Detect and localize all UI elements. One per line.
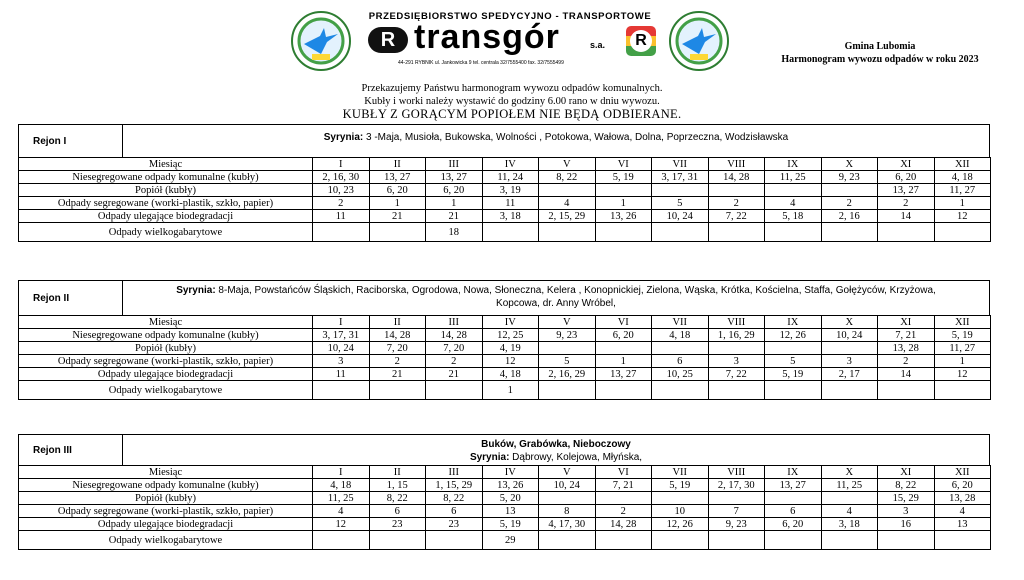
row-label: Odpady segregowane (worki-plastik, szkło, papier) xyxy=(19,355,313,368)
company-name: PRZEDSIĘBIORSTWO SPEDYCYJNO - TRANSPORTOWE xyxy=(368,11,652,22)
pickup-dates xyxy=(539,381,596,400)
pickup-dates: 12 xyxy=(934,368,991,381)
pickup-dates: 9, 23 xyxy=(821,171,878,184)
pickup-dates: 10, 23 xyxy=(313,184,370,197)
month-header: VIII xyxy=(708,158,765,171)
month-header: II xyxy=(369,316,426,329)
pickup-dates: 4, 18 xyxy=(482,368,539,381)
pickup-dates: 6, 20 xyxy=(934,479,991,492)
pickup-dates: 2 xyxy=(878,355,935,368)
pickup-dates: 5 xyxy=(539,355,596,368)
region-section xyxy=(18,280,990,400)
pickup-dates xyxy=(313,223,370,242)
month-header: I xyxy=(313,158,370,171)
eagle-emblem-icon xyxy=(668,10,730,72)
pickup-dates xyxy=(539,184,596,197)
pickup-dates xyxy=(652,184,709,197)
pickup-dates: 29 xyxy=(482,531,539,550)
pickup-dates: 10, 24 xyxy=(821,329,878,342)
table-row xyxy=(19,531,991,550)
table-row xyxy=(19,355,991,368)
pickup-dates xyxy=(821,342,878,355)
pickup-dates: 5 xyxy=(765,355,822,368)
pickup-dates: 1 xyxy=(934,355,991,368)
region-villages: Buków, Grabówka, Nieboczowy xyxy=(481,439,631,450)
table-row xyxy=(19,381,991,400)
pickup-dates: 4 xyxy=(539,197,596,210)
pickup-dates: 2, 16 xyxy=(821,210,878,223)
pickup-dates: 1 xyxy=(369,197,426,210)
pickup-dates: 2 xyxy=(878,197,935,210)
pickup-dates: 11, 25 xyxy=(313,492,370,505)
pickup-dates: 13, 27 xyxy=(426,171,483,184)
table-row xyxy=(19,492,991,505)
pickup-dates xyxy=(878,223,935,242)
pickup-dates xyxy=(369,381,426,400)
pickup-dates: 21 xyxy=(369,210,426,223)
pickup-dates: 11, 25 xyxy=(765,171,822,184)
pickup-dates xyxy=(708,184,765,197)
pickup-dates xyxy=(539,342,596,355)
pickup-dates xyxy=(595,531,652,550)
month-header: V xyxy=(539,158,596,171)
pickup-dates: 11, 27 xyxy=(934,342,991,355)
pickup-dates xyxy=(313,531,370,550)
pickup-dates: 13 xyxy=(482,505,539,518)
pickup-dates xyxy=(539,223,596,242)
row-label: Odpady ulegające biodegradacji xyxy=(19,518,313,531)
pickup-dates: 12, 26 xyxy=(765,329,822,342)
month-header: VI xyxy=(595,466,652,479)
brand-name: transgór xyxy=(414,18,560,56)
month-header: III xyxy=(426,466,483,479)
pickup-dates: 14, 28 xyxy=(426,329,483,342)
pickup-dates: 18 xyxy=(426,223,483,242)
street-list: Syrynia: Dąbrowy, Kolejowa, Młyńska, xyxy=(469,452,643,463)
row-label: Odpady segregowane (worki-plastik, szkło, papier) xyxy=(19,197,313,210)
pickup-dates: 8, 22 xyxy=(539,171,596,184)
pickup-dates: 11 xyxy=(313,210,370,223)
pickup-dates: 13, 26 xyxy=(595,210,652,223)
pickup-dates: 14, 28 xyxy=(595,518,652,531)
month-header: XI xyxy=(878,466,935,479)
pickup-dates: 14 xyxy=(878,210,935,223)
pickup-dates: 14, 28 xyxy=(708,171,765,184)
table-row xyxy=(19,466,991,479)
pickup-dates: 12 xyxy=(313,518,370,531)
pickup-dates xyxy=(821,223,878,242)
pickup-dates: 4, 18 xyxy=(652,329,709,342)
pickup-dates: 2 xyxy=(426,355,483,368)
street-list: Kopcowa, dr. Anny Wróbel, xyxy=(496,298,616,309)
row-label: Odpady wielkogabarytowe xyxy=(19,223,313,242)
region-name: Rejon I xyxy=(19,125,123,157)
pickup-dates: 15, 29 xyxy=(878,492,935,505)
pickup-dates xyxy=(878,381,935,400)
month-header: IV xyxy=(482,466,539,479)
month-header: XII xyxy=(934,466,991,479)
pickup-dates: 21 xyxy=(426,368,483,381)
month-header: IV xyxy=(482,158,539,171)
pickup-dates: 5, 19 xyxy=(482,518,539,531)
pickup-dates xyxy=(369,223,426,242)
month-header: II xyxy=(369,158,426,171)
pickup-dates: 10, 24 xyxy=(652,210,709,223)
region-header xyxy=(18,280,990,315)
table-row xyxy=(19,518,991,531)
row-label: Odpady ulegające biodegradacji xyxy=(19,210,313,223)
pickup-dates xyxy=(595,342,652,355)
document-title xyxy=(760,40,1000,66)
month-header: III xyxy=(426,316,483,329)
pickup-dates xyxy=(313,381,370,400)
pickup-dates: 4, 18 xyxy=(934,171,991,184)
pickup-dates xyxy=(708,381,765,400)
street-list: Syrynia: 3 -Maja, Musioła, Bukowska, Wolności , Potokowa, Wałowa, Dolna, Poprzeczna, Wodzisławska xyxy=(323,132,789,143)
pickup-dates: 12 xyxy=(934,210,991,223)
pickup-dates: 5, 20 xyxy=(482,492,539,505)
month-header: XI xyxy=(878,158,935,171)
table-row xyxy=(19,479,991,492)
table-row xyxy=(19,210,991,223)
pickup-dates: 8 xyxy=(539,505,596,518)
pickup-dates xyxy=(652,531,709,550)
region-section xyxy=(18,124,990,242)
pickup-dates: 16 xyxy=(878,518,935,531)
pickup-dates: 13 xyxy=(934,518,991,531)
pickup-dates: 4, 17, 30 xyxy=(539,518,596,531)
pickup-dates: 2, 16, 30 xyxy=(313,171,370,184)
pickup-dates: 4, 19 xyxy=(482,342,539,355)
pickup-dates xyxy=(595,223,652,242)
pickup-dates: 13, 27 xyxy=(878,184,935,197)
pickup-dates: 12, 26 xyxy=(652,518,709,531)
pickup-dates xyxy=(765,342,822,355)
row-label: Niesegregowane odpady komunalne (kubły) xyxy=(19,171,313,184)
pickup-dates xyxy=(765,223,822,242)
month-header: I xyxy=(313,466,370,479)
pickup-dates xyxy=(539,492,596,505)
month-header: IX xyxy=(765,466,822,479)
pickup-dates: 11, 24 xyxy=(482,171,539,184)
pickup-dates: 1 xyxy=(595,197,652,210)
table-row xyxy=(19,197,991,210)
pickup-dates: 13, 28 xyxy=(878,342,935,355)
pickup-dates: 1, 16, 29 xyxy=(708,329,765,342)
month-header: XII xyxy=(934,316,991,329)
region-name: Rejon II xyxy=(19,281,123,315)
table-row xyxy=(19,184,991,197)
pickup-dates: 1 xyxy=(595,355,652,368)
pickup-dates: 5, 19 xyxy=(765,368,822,381)
month-header: XI xyxy=(878,316,935,329)
pickup-dates: 4, 18 xyxy=(313,479,370,492)
row-label: Miesiąc xyxy=(19,466,313,479)
table-row xyxy=(19,158,991,171)
month-header: III xyxy=(426,158,483,171)
month-header: IX xyxy=(765,158,822,171)
pickup-dates xyxy=(821,381,878,400)
intro-line: Kubły i worki należy wystawić do godziny 6.00 rano w dniu wywozu. xyxy=(364,96,660,107)
pickup-dates xyxy=(652,381,709,400)
row-label: Odpady wielkogabarytowe xyxy=(19,381,313,400)
streets-label: Syrynia: xyxy=(176,285,216,296)
pickup-dates: 4 xyxy=(765,197,822,210)
pickup-dates: 6, 20 xyxy=(369,184,426,197)
pickup-dates: 14, 28 xyxy=(369,329,426,342)
month-header: X xyxy=(821,158,878,171)
month-header: XII xyxy=(934,158,991,171)
pickup-dates: 13, 27 xyxy=(595,368,652,381)
pickup-dates: 4 xyxy=(313,505,370,518)
pickup-dates xyxy=(426,531,483,550)
pickup-dates: 8, 22 xyxy=(878,479,935,492)
row-label: Odpady segregowane (worki-plastik, szkło, papier) xyxy=(19,505,313,518)
region-streets xyxy=(123,435,989,464)
pickup-dates xyxy=(595,184,652,197)
pickup-dates: 7, 20 xyxy=(369,342,426,355)
pickup-dates xyxy=(765,531,822,550)
pickup-dates: 10 xyxy=(652,505,709,518)
pickup-dates: 1, 15 xyxy=(369,479,426,492)
pickup-dates: 11, 27 xyxy=(934,184,991,197)
pickup-dates: 7, 20 xyxy=(426,342,483,355)
month-header: V xyxy=(539,466,596,479)
company-address: 44-291 RYBNIK ul. Jankowicka 9 tel. centrala 32/7555400 fax. 32/7555499 xyxy=(398,60,564,66)
pickup-dates: 4 xyxy=(821,505,878,518)
pickup-dates: 3, 19 xyxy=(482,184,539,197)
table-row xyxy=(19,342,991,355)
pickup-dates: 21 xyxy=(426,210,483,223)
schedule-table xyxy=(18,315,991,400)
row-label: Miesiąc xyxy=(19,158,313,171)
pickup-dates: 3, 17, 31 xyxy=(652,171,709,184)
pickup-dates xyxy=(821,184,878,197)
pickup-dates: 10, 24 xyxy=(539,479,596,492)
row-label: Odpady ulegające biodegradacji xyxy=(19,368,313,381)
row-label: Niesegregowane odpady komunalne (kubły) xyxy=(19,479,313,492)
company-logo xyxy=(368,18,668,60)
month-header: V xyxy=(539,316,596,329)
schedule-table xyxy=(18,157,991,242)
pickup-dates: 9, 23 xyxy=(708,518,765,531)
row-label: Odpady wielkogabarytowe xyxy=(19,531,313,550)
pickup-dates xyxy=(652,223,709,242)
table-row xyxy=(19,223,991,242)
pickup-dates: 11 xyxy=(482,197,539,210)
region-streets xyxy=(123,281,989,310)
pickup-dates xyxy=(652,492,709,505)
intro-text xyxy=(0,82,1024,121)
pickup-dates xyxy=(708,342,765,355)
month-header: VII xyxy=(652,316,709,329)
r-color-icon: R xyxy=(626,26,656,56)
row-label: Popiół (kubły) xyxy=(19,492,313,505)
pickup-dates: 6 xyxy=(652,355,709,368)
streets-label: Syrynia: xyxy=(469,452,510,463)
pickup-dates: 8, 22 xyxy=(426,492,483,505)
month-header: VI xyxy=(595,158,652,171)
row-label: Popiół (kubły) xyxy=(19,342,313,355)
schedule-title: Harmonogram wywozu odpadów w roku 2023 xyxy=(781,54,979,65)
region-header xyxy=(18,124,990,157)
pickup-dates: 2, 17 xyxy=(821,368,878,381)
pickup-dates: 6, 20 xyxy=(765,518,822,531)
pickup-dates: 3, 17, 31 xyxy=(313,329,370,342)
pickup-dates: 3 xyxy=(878,505,935,518)
pickup-dates: 1 xyxy=(482,381,539,400)
pickup-dates: 4 xyxy=(934,505,991,518)
pickup-dates: 10, 25 xyxy=(652,368,709,381)
table-row xyxy=(19,171,991,184)
month-header: I xyxy=(313,316,370,329)
pickup-dates: 14 xyxy=(878,368,935,381)
pickup-dates xyxy=(821,492,878,505)
pickup-dates xyxy=(765,381,822,400)
brand-suffix: s.a. xyxy=(590,40,606,50)
pickup-dates: 3 xyxy=(313,355,370,368)
pickup-dates xyxy=(482,223,539,242)
table-row xyxy=(19,505,991,518)
pickup-dates: 2 xyxy=(369,355,426,368)
row-label: Popiół (kubły) xyxy=(19,184,313,197)
pickup-dates xyxy=(708,531,765,550)
pickup-dates xyxy=(765,184,822,197)
pickup-dates: 2, 15, 29 xyxy=(539,210,596,223)
pickup-dates: 21 xyxy=(369,368,426,381)
pickup-dates: 7, 21 xyxy=(878,329,935,342)
gmina-name: Gmina Lubomia xyxy=(844,41,916,52)
month-header: X xyxy=(821,466,878,479)
pickup-dates: 1 xyxy=(426,197,483,210)
pickup-dates: 6 xyxy=(369,505,426,518)
pickup-dates: 2, 16, 29 xyxy=(539,368,596,381)
pickup-dates: 6, 20 xyxy=(426,184,483,197)
pickup-dates: 7, 22 xyxy=(708,210,765,223)
pickup-dates: 9, 23 xyxy=(539,329,596,342)
pickup-dates: 7, 21 xyxy=(595,479,652,492)
month-header: IV xyxy=(482,316,539,329)
pickup-dates xyxy=(369,531,426,550)
pickup-dates: 5, 19 xyxy=(934,329,991,342)
pickup-dates xyxy=(821,531,878,550)
pickup-dates: 23 xyxy=(369,518,426,531)
pickup-dates: 5, 19 xyxy=(652,479,709,492)
page-header xyxy=(0,0,1024,82)
row-label: Miesiąc xyxy=(19,316,313,329)
eagle-emblem-icon xyxy=(290,10,352,72)
pickup-dates: 11, 25 xyxy=(821,479,878,492)
month-header: VIII xyxy=(708,316,765,329)
pickup-dates xyxy=(595,381,652,400)
month-header: VIII xyxy=(708,466,765,479)
intro-line: Przekazujemy Państwu harmonogram wywozu odpadów komunalnych. xyxy=(361,83,663,94)
month-header: VII xyxy=(652,466,709,479)
pickup-dates: 13, 26 xyxy=(482,479,539,492)
region-streets xyxy=(123,125,989,144)
pickup-dates: 3 xyxy=(821,355,878,368)
pickup-dates: 6, 20 xyxy=(878,171,935,184)
brand-letter: R xyxy=(368,27,408,53)
pickup-dates: 6, 20 xyxy=(595,329,652,342)
pickup-dates xyxy=(652,342,709,355)
pickup-dates xyxy=(595,492,652,505)
pickup-dates: 2 xyxy=(595,505,652,518)
pickup-dates: 6 xyxy=(426,505,483,518)
pickup-dates: 5, 19 xyxy=(595,171,652,184)
row-label: Niesegregowane odpady komunalne (kubły) xyxy=(19,329,313,342)
pickup-dates xyxy=(426,381,483,400)
pickup-dates: 2, 17, 30 xyxy=(708,479,765,492)
pickup-dates xyxy=(878,531,935,550)
pickup-dates: 13, 27 xyxy=(369,171,426,184)
pickup-dates: 12, 25 xyxy=(482,329,539,342)
month-header: VI xyxy=(595,316,652,329)
month-header: IX xyxy=(765,316,822,329)
pickup-dates: 12 xyxy=(482,355,539,368)
pickup-dates: 7 xyxy=(708,505,765,518)
pickup-dates: 23 xyxy=(426,518,483,531)
pickup-dates: 2 xyxy=(313,197,370,210)
pickup-dates xyxy=(765,492,822,505)
pickup-dates: 1 xyxy=(934,197,991,210)
region-header xyxy=(18,434,990,465)
pickup-dates xyxy=(539,531,596,550)
pickup-dates xyxy=(708,492,765,505)
pickup-dates: 3, 18 xyxy=(482,210,539,223)
region-name: Rejon III xyxy=(19,435,123,465)
pickup-dates: 7, 22 xyxy=(708,368,765,381)
table-row xyxy=(19,329,991,342)
pickup-dates: 2 xyxy=(708,197,765,210)
pickup-dates: 11 xyxy=(313,368,370,381)
pickup-dates: 10, 24 xyxy=(313,342,370,355)
pickup-dates xyxy=(934,223,991,242)
month-header: X xyxy=(821,316,878,329)
streets-label: Syrynia: xyxy=(323,132,364,143)
table-row xyxy=(19,368,991,381)
month-header: VII xyxy=(652,158,709,171)
pickup-dates xyxy=(708,223,765,242)
street-list: Syrynia: 8-Maja, Powstańców Śląskich, Raciborska, Ogrodowa, Nowa, Słoneczna, Kelera , Konopnickiej, Zielona, Wąska, Krótka, Kościelna, Staffa, Gołężyców, Krzyżowa, xyxy=(176,285,936,296)
schedule-table xyxy=(18,465,991,550)
pickup-dates xyxy=(934,531,991,550)
region-section xyxy=(18,434,990,550)
pickup-dates: 13, 28 xyxy=(934,492,991,505)
pickup-dates: 6 xyxy=(765,505,822,518)
month-header: II xyxy=(369,466,426,479)
pickup-dates: 3, 18 xyxy=(821,518,878,531)
pickup-dates: 3 xyxy=(708,355,765,368)
pickup-dates: 5 xyxy=(652,197,709,210)
table-row xyxy=(19,316,991,329)
pickup-dates: 5, 18 xyxy=(765,210,822,223)
pickup-dates: 2 xyxy=(821,197,878,210)
pickup-dates xyxy=(934,381,991,400)
pickup-dates: 13, 27 xyxy=(765,479,822,492)
ash-warning: KUBŁY Z GORĄCYM POPIOŁEM NIE BĘDĄ ODBIERANE. xyxy=(342,107,682,121)
pickup-dates: 1, 15, 29 xyxy=(426,479,483,492)
pickup-dates: 8, 22 xyxy=(369,492,426,505)
